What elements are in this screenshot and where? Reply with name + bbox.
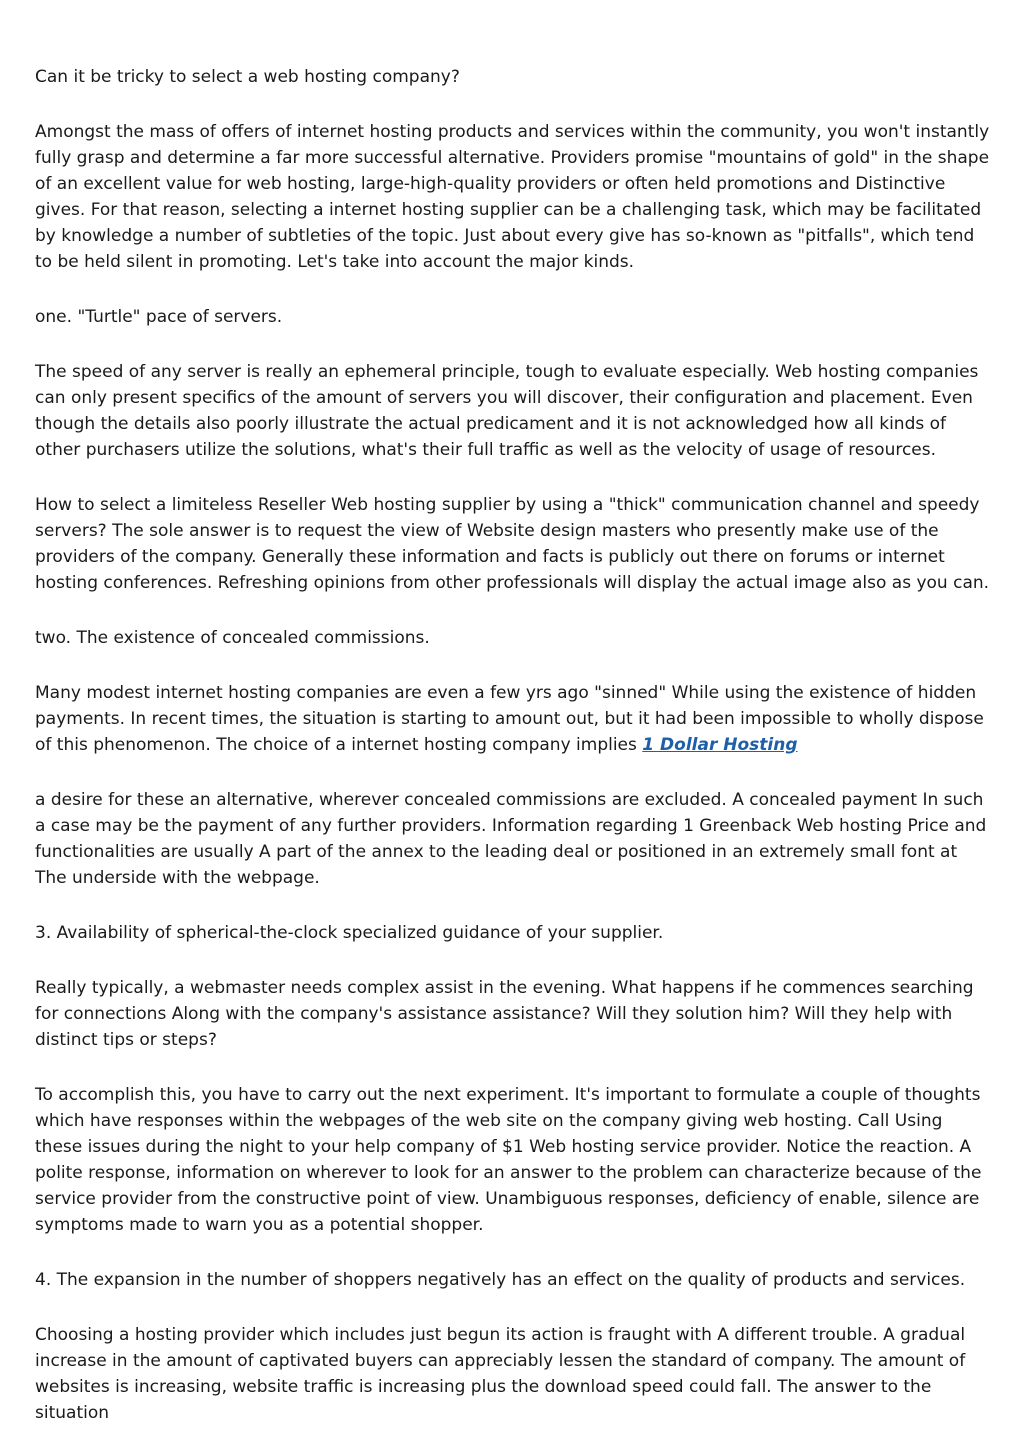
paragraph-server-speed: The speed of any server is really an ephemeral principle, tough to evaluate especially. Web hosting companies can only present specifics of the amount of servers you will discover, their configuration and placement. Even though the details also poorly illustrate the actual predicament and it is not acknowledged how all kinds of other purchasers utilize the solutions, what's their full traffic as well as the velocity of usage of resources. <box>35 362 979 460</box>
one-dollar-hosting-link[interactable]: 1 Dollar Hosting <box>642 735 798 755</box>
section-heading-shoppers-growth: 4. The expansion in the number of shoppers negatively has an effect on the quality of products and services. <box>35 1270 966 1290</box>
section-heading-server-speed: one. "Turtle" pace of servers. <box>35 307 283 327</box>
paragraph-concealed-commissions: a desire for these an alternative, wherever concealed commissions are excluded. A concealed payment In such a case may be the payment of any further providers. Information regarding 1 Greenback Web hosting Price and functionalities are usually A part of the annex to the leading deal or positioned in an extremely small font at The underside with the webpage. <box>35 790 987 888</box>
paragraph-shoppers-growth: Choosing a hosting provider which includes just begun its action is fraught with A different trouble. A gradual increase in the amount of captivated buyers can appreciably lessen the standard of company. The amount of websites is increasing, website traffic is increasing plus the download speed could fall. The answer to the situation <box>35 1325 966 1423</box>
paragraph-hidden-payments-text: Many modest internet hosting companies are even a few yrs ago "sinned" While using the existence of hidden payments. In recent times, the situation is starting to amount out, but it had been impossible to wholly dispose of this phenomenon. The choice of a internet hosting company implies <box>35 683 984 755</box>
section-heading-hidden-commissions: two. The existence of concealed commissions. <box>35 628 430 648</box>
paragraph-hidden-payments <box>35 680 990 758</box>
paragraph-reseller-hosting: How to select a limiteless Reseller Web hosting supplier by using a "thick" communication channel and speedy servers? The sole answer is to request the view of Website design masters who presently make use of the providers of the company. Generally these information and facts is publicly out there on forums or internet hosting conferences. Refreshing opinions from other professionals will display the actual image also as you can. <box>35 495 990 593</box>
paragraph-intro: Amongst the mass of offers of internet hosting products and services within the community, you won't instantly fully grasp and determine a far more successful alternative. Providers promise "mountains of gold" in the shape of an excellent value for web hosting, large-high-quality providers or often held promotions and Distinctive gives. For that reason, selecting a internet hosting supplier can be a challenging task, which may be facilitated by knowledge a number of subtleties of the topic. Just about every give has so-known as "pitfalls", which tend to be held silent in promoting. Let's take into account the major kinds. <box>35 122 990 272</box>
document-body <box>35 64 990 1455</box>
paragraph-support-experiment: To accomplish this, you have to carry out the next experiment. It's important to formulate a couple of thoughts which have responses within the webpages of the web site on the company giving web hosting. Call Using these issues during the night to your help company of $1 Web hosting service provider. Notice the reaction. A polite response, information on wherever to look for an answer to the problem can characterize because of the service provider from the constructive point of view. Unambiguous responses, deficiency of enable, silence are symptoms made to warn you as a potential shopper. <box>35 1085 982 1235</box>
paragraph-support-question: Really typically, a webmaster needs complex assist in the evening. What happens if he commences searching for connections Along with the company's assistance assistance? Will they solution him? Will they help with distinct tips or steps? <box>35 978 974 1050</box>
paragraph-intro-question: Can it be tricky to select a web hosting company? <box>35 67 460 87</box>
section-heading-support: 3. Availability of spherical-the-clock specialized guidance of your supplier. <box>35 923 664 943</box>
